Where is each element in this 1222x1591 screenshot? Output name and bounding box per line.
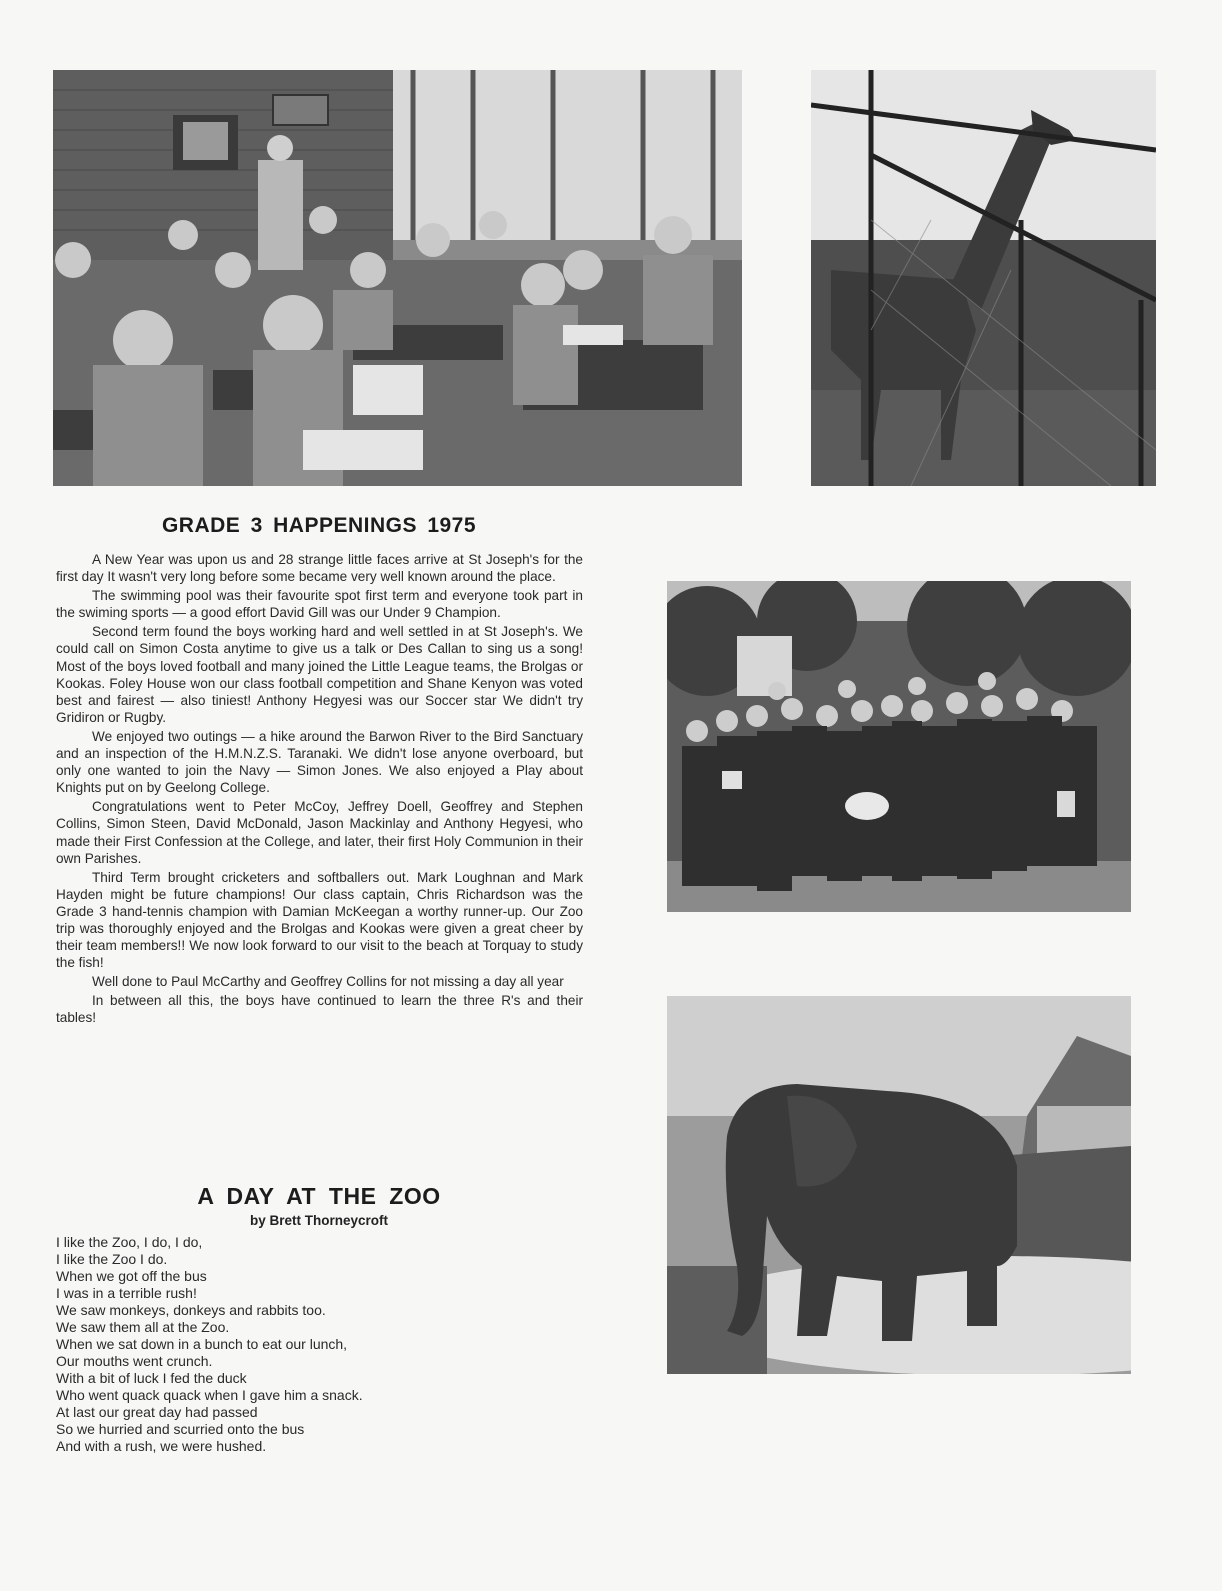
classroom-photo [53,70,742,486]
poem-line: Our mouths went crunch. [56,1353,213,1369]
article-title: GRADE 3 HAPPENINGS 1975 [161,514,477,537]
poem-line: I like the Zoo I do. [56,1251,168,1267]
article-paragraph: Congratulations went to Peter McCoy, Jeffrey Doell, Geoffrey and Stephen Collins, Simon Steen, David McDonald, Jason Mackinlay and Anthony Hegyesi, who made their First Confession at the College, and later, their first Holy Communion in their own Parishes. [56,799,583,866]
class-group-photo [667,581,1131,912]
poem-line: We saw them all at the Zoo. [56,1319,230,1335]
poem-line: I was in a terrible rush! [56,1285,197,1301]
poem-byline: by Brett Thorneycroft [249,1213,388,1228]
poem-title: A DAY AT THE ZOO [197,1183,441,1209]
article-paragraph: A New Year was upon us and 28 strange little faces arrive at St Joseph's for the first day It wasn't very long before some became very well known around the place. [56,552,583,585]
poem-line: And with a rush, we were hushed. [56,1438,267,1454]
poem-line: I like the Zoo, I do, I do, [56,1234,203,1250]
poem-line: At last our great day had passed [56,1404,258,1420]
article-paragraph: Well done to Paul McCarthy and Geoffrey Collins for not missing a day all year [92,974,564,990]
article-paragraph: In between all this, the boys have continued to learn the three R's and their tables! [56,993,583,1026]
poem-line: We saw monkeys, donkeys and rabbits too. [56,1302,326,1318]
article-paragraph: The swimming pool was their favourite spot first term and everyone took part in the swiming sports — a good effort David Gill was our Under 9 Champion. [56,588,583,621]
article-body [56,551,583,1029]
article-paragraph: Second term found the boys working hard and well settled in at St Joseph's. We could call on Simon Costa anytime to give us a talk or Des Callan to sing us a song! Most of the boys loved football and many joined the Little League teams, the Brolgas or Kookas. Foley House won our class football competition and Shane Kenyon was voted best and fairest — also tiniest! Anthony Hegyesi was our Soccer star We didn't try Gridiron or Rugby. [56,624,583,725]
elephant-photo [667,996,1131,1374]
poem-body [56,1234,576,1455]
poem-line: When we sat down in a bunch to eat our lunch, [56,1336,348,1352]
giraffe-photo [811,70,1156,486]
article-paragraph: We enjoyed two outings — a hike around the Barwon River to the Bird Sanctuary and an inspection of the H.M.N.Z.S. Taranaki. We didn't lose anyone overboard, but only one wanted to join the Navy — Simon Jones. We also enjoyed a Play about Knights put on by Geelong College. [56,728,583,796]
poem-line: So we hurried and scurried onto the bus [56,1421,305,1437]
article-paragraph: Third Term brought cricketers and softballers out. Mark Loughnan and Mark Hayden might be future champions! Our class captain, Chris Richardson was the Grade 3 hand-tennis champion with Damian McKeegan a worthy runner-up. Our Zoo trip was thoroughly enjoyed and the Brolgas and Kookas were given a great cheer by their team members!! We now look forward to our visit to the beach at Torquay to study the fish! [56,869,583,971]
poem-line: Who went quack quack when I gave him a snack. [56,1387,363,1403]
poem-line: With a bit of luck I fed the duck [56,1370,247,1386]
poem-line: When we got off the bus [56,1268,207,1284]
